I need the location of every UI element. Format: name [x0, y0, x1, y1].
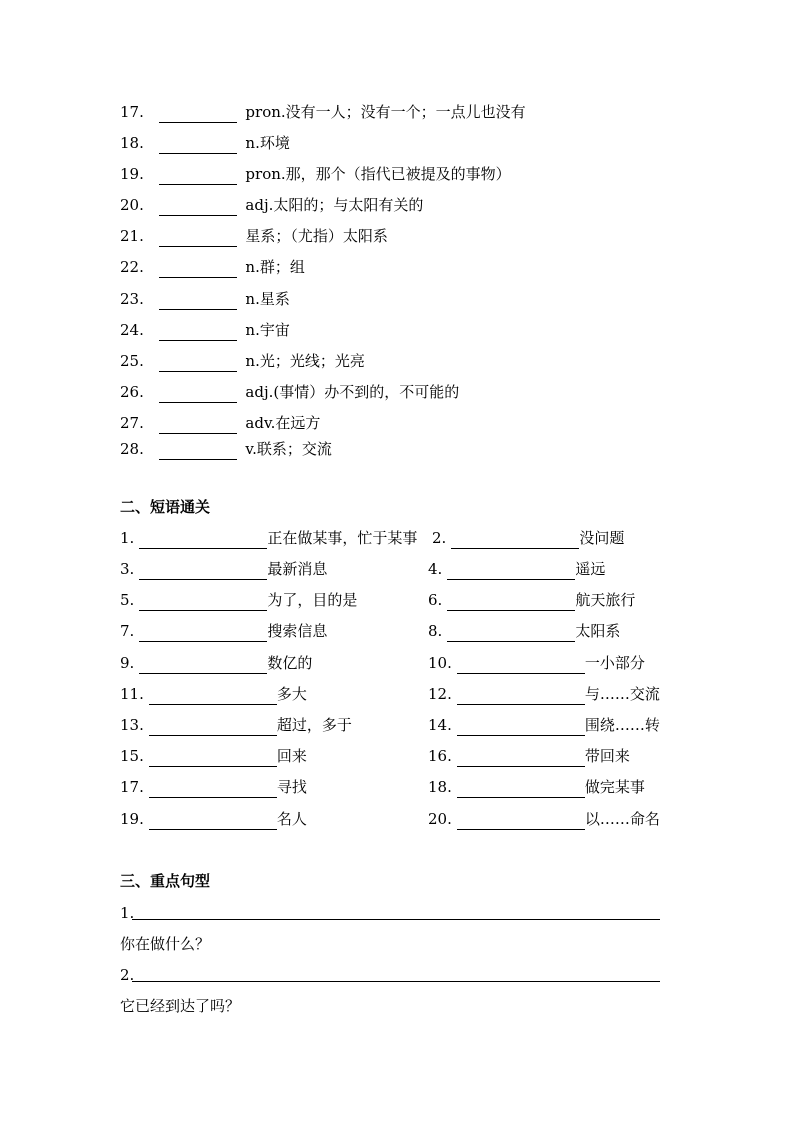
- vocab-meaning: n.光；光线；光亮: [245, 352, 365, 370]
- phrase-meaning: 没问题: [579, 529, 625, 547]
- vocab-row: [120, 132, 290, 154]
- vocab-meaning: adv.在远方: [245, 414, 321, 432]
- answer-blank[interactable]: [149, 780, 277, 798]
- phrase-number: 17.: [120, 778, 144, 796]
- vocab-meaning: pron.那，那个（指代已被提及的事物）: [245, 165, 511, 183]
- vocab-number: 21.: [120, 227, 144, 245]
- phrase-number: 7.: [120, 622, 135, 640]
- vocab-row: [120, 194, 423, 216]
- vocab-meaning: n.环境: [245, 134, 290, 152]
- answer-blank[interactable]: [159, 136, 237, 154]
- answer-blank[interactable]: [457, 812, 585, 830]
- sentence-number: 2.: [120, 966, 135, 984]
- phrase-meaning: 与……交流: [584, 685, 660, 703]
- answer-blank[interactable]: [457, 687, 585, 705]
- answer-blank[interactable]: [457, 656, 585, 674]
- phrase-item: [428, 589, 635, 611]
- answer-blank[interactable]: [159, 416, 237, 434]
- phrase-meaning: 名人: [276, 810, 307, 828]
- vocab-meaning: v.联系；交流: [245, 440, 332, 458]
- phrase-meaning: 最新消息: [267, 560, 328, 578]
- phrase-meaning: 超过，多于: [276, 716, 352, 734]
- phrase-item: [428, 558, 605, 580]
- vocab-meaning: adj.(事情）办不到的，不可能的: [245, 383, 460, 401]
- phrase-meaning: 航天旅行: [575, 591, 636, 609]
- phrase-number: 18.: [428, 778, 452, 796]
- phrase-number: 13.: [120, 716, 144, 734]
- answer-blank[interactable]: [149, 812, 277, 830]
- vocab-meaning: 星系；（尤指）太阳系: [245, 227, 388, 245]
- section-title: 二、短语通关: [120, 498, 211, 516]
- phrase-item: [120, 745, 307, 767]
- vocab-number: 22.: [120, 258, 144, 276]
- phrase-number: 15.: [120, 747, 144, 765]
- phrase-number: 10.: [428, 654, 452, 672]
- phrase-number: 20.: [428, 810, 452, 828]
- answer-line[interactable]: [132, 981, 660, 982]
- phrase-item: [120, 776, 307, 798]
- phrase-number: 6.: [428, 591, 443, 609]
- vocab-row: [120, 319, 290, 341]
- phrase-number: 2.: [432, 529, 447, 547]
- phrase-meaning: 数亿的: [267, 654, 313, 672]
- answer-blank[interactable]: [139, 656, 267, 674]
- phrase-item: [428, 808, 660, 830]
- vocab-row: [120, 225, 388, 247]
- vocab-number: 20.: [120, 196, 144, 214]
- vocab-number: 23.: [120, 290, 144, 308]
- vocab-row: [120, 101, 526, 123]
- phrase-item: [120, 620, 327, 642]
- answer-blank[interactable]: [451, 531, 579, 549]
- vocab-row: [120, 381, 459, 403]
- answer-blank[interactable]: [159, 167, 237, 185]
- phrase-item: [428, 745, 630, 767]
- sentence-translation: 它已经到达了吗？: [120, 997, 241, 1015]
- phrase-meaning: 回来: [276, 747, 307, 765]
- vocab-meaning: n.宇宙: [245, 321, 290, 339]
- answer-blank[interactable]: [159, 354, 237, 372]
- vocab-meaning: n.星系: [245, 290, 290, 308]
- phrase-item: [120, 589, 357, 611]
- answer-blank[interactable]: [457, 780, 585, 798]
- answer-blank[interactable]: [159, 198, 237, 216]
- answer-blank[interactable]: [139, 562, 267, 580]
- answer-blank[interactable]: [447, 562, 575, 580]
- phrase-meaning: 带回来: [584, 747, 630, 765]
- phrase-item: [120, 683, 307, 705]
- phrase-item: [428, 652, 645, 674]
- answer-blank[interactable]: [159, 229, 237, 247]
- phrase-number: 12.: [428, 685, 452, 703]
- answer-blank[interactable]: [447, 624, 575, 642]
- phrase-item: [432, 527, 624, 549]
- phrase-item: [428, 683, 660, 705]
- phrase-meaning: 搜索信息: [267, 622, 328, 640]
- phrase-meaning: 一小部分: [584, 654, 645, 672]
- answer-blank[interactable]: [139, 593, 267, 611]
- vocab-number: 19.: [120, 165, 144, 183]
- phrase-number: 1.: [120, 529, 135, 547]
- sentence-translation: 你在做什么？: [120, 935, 211, 953]
- vocab-meaning: n.群；组: [245, 258, 305, 276]
- phrase-item: [120, 714, 352, 736]
- phrase-item: [428, 620, 620, 642]
- vocab-number: 24.: [120, 321, 144, 339]
- phrase-meaning: 多大: [276, 685, 307, 703]
- phrase-meaning: 遥远: [575, 560, 606, 578]
- phrase-item: [120, 652, 312, 674]
- vocab-number: 28.: [120, 440, 144, 458]
- vocab-row: [120, 256, 305, 278]
- answer-blank[interactable]: [139, 531, 267, 549]
- phrase-item: [120, 558, 327, 580]
- vocab-number: 27.: [120, 414, 144, 432]
- phrase-number: 5.: [120, 591, 135, 609]
- phrase-meaning: 正在做某事，忙于某事: [267, 529, 418, 547]
- section-title: 三、重点句型: [120, 872, 211, 890]
- vocab-number: 26.: [120, 383, 144, 401]
- answer-blank[interactable]: [447, 593, 575, 611]
- sentence-line: [120, 964, 660, 986]
- answer-blank[interactable]: [139, 624, 267, 642]
- vocab-row: [120, 163, 511, 185]
- answer-blank[interactable]: [159, 292, 237, 310]
- phrase-meaning: 做完某事: [584, 778, 645, 796]
- phrase-meaning: 以……命名: [584, 810, 660, 828]
- phrase-meaning: 围绕……转: [584, 716, 660, 734]
- answer-blank[interactable]: [159, 442, 237, 460]
- sentence-number: 1.: [120, 904, 135, 922]
- vocab-number: 18.: [120, 134, 144, 152]
- answer-blank[interactable]: [457, 749, 585, 767]
- phrase-number: 3.: [120, 560, 135, 578]
- answer-blank[interactable]: [159, 105, 237, 123]
- phrase-number: 9.: [120, 654, 135, 672]
- phrase-number: 19.: [120, 810, 144, 828]
- answer-blank[interactable]: [149, 718, 277, 736]
- phrase-item: [428, 776, 645, 798]
- vocab-row: [120, 438, 332, 460]
- vocab-row: [120, 412, 320, 434]
- phrase-meaning: 为了，目的是: [267, 591, 358, 609]
- answer-blank[interactable]: [159, 385, 237, 403]
- phrase-number: 14.: [428, 716, 452, 734]
- vocab-number: 17.: [120, 103, 144, 121]
- answer-blank[interactable]: [149, 749, 277, 767]
- phrase-item: [120, 808, 307, 830]
- answer-blank[interactable]: [159, 260, 237, 278]
- phrase-number: 11.: [120, 685, 144, 703]
- phrase-item: [428, 714, 660, 736]
- phrase-meaning: 寻找: [276, 778, 307, 796]
- phrase-meaning: 太阳系: [575, 622, 621, 640]
- phrase-number: 8.: [428, 622, 443, 640]
- vocab-number: 25.: [120, 352, 144, 370]
- answer-blank[interactable]: [159, 323, 237, 341]
- phrase-number: 4.: [428, 560, 443, 578]
- phrase-number: 16.: [428, 747, 452, 765]
- sentence-line: [120, 902, 660, 924]
- vocab-meaning: pron.没有一人；没有一个；一点儿也没有: [245, 103, 526, 121]
- answer-line[interactable]: [132, 919, 660, 920]
- answer-blank[interactable]: [149, 687, 277, 705]
- vocab-row: [120, 350, 365, 372]
- answer-blank[interactable]: [457, 718, 585, 736]
- phrase-item: [120, 527, 417, 549]
- vocab-meaning: adj.太阳的；与太阳有关的: [245, 196, 424, 214]
- vocab-row: [120, 288, 290, 310]
